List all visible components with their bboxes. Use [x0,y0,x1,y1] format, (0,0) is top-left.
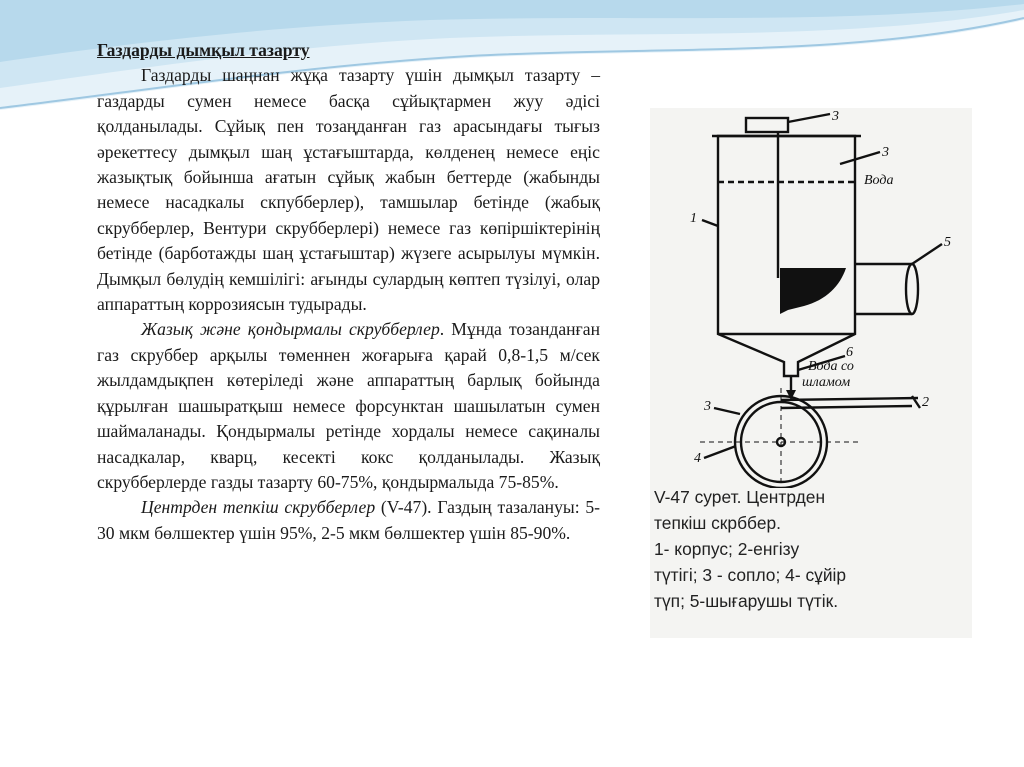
paragraph-3-text: (V-47). Газдың тазалануы: 5-30 мкм бөлшектер үшін 95%, 2-5 мкм бөлшектер үшін 85-90%. [97,497,600,543]
label-4: 4 [694,451,701,466]
leader-3-mid [840,152,880,164]
paragraph-1: Газдарды шаңнан жұқа тазарту үшін дымқыл тазарту – газдарды сумен немесе басқа сұйықтармен жуу әдісі қолданылады. Сұйық пен тозаңданған газ арасындағы тығыз әрекеттесу дымқыл шаң ұстағыштарда, көлденең немесе еңіс жазықтық бойынша ағатын сұйық жабын беттерде (жабынды немесе насадкалы скпубберлер), тамшылар бетінде (жабық скрубберлер, Вентури скрубберлері) немесе газ көпіршіктерінің бетінде (барботажды шаң ұстағыштар) жүзеге асырылуы мүмкін. Дымқыл бөлудің кемшілігі: ағынды сулардың көптеп түзілуі, олар аппараттың коррозиясын тудырады. [97,65,600,315]
paragraph-2-term: Жазық және қондырмалы скрубберлер [141,319,440,340]
leader-4-section [704,446,736,458]
label-3-section: 3 [704,399,711,414]
scrubber-diagram [650,108,972,488]
section-heading: Газдарды дымқыл тазарту [97,40,310,60]
paragraph-3 [97,495,600,546]
caption-line-5: түп; 5-шығарушы түтік. [654,591,839,611]
caption-line-4: түтігі; 3 - сопло; 4- сұйір [654,565,847,585]
inlet-pipe-end [906,264,918,314]
caption-line-2: тепкіш скрббер. [654,513,781,533]
label-water: Вода [864,173,894,188]
leader-5 [912,244,942,264]
label-water-out-1: Вода со [808,359,854,374]
top-nozzle [746,118,788,132]
swirl-insert [780,268,846,314]
leader-3-top [788,114,830,122]
paragraph-2 [97,317,600,495]
scrubber-body [718,136,855,376]
paragraph-3-term: Центрден тепкіш скрубберлер [141,497,376,518]
text-column [97,38,600,546]
inlet-pipe [855,264,912,314]
label-1: 1 [690,211,697,226]
label-3-mid: 3 [882,145,889,160]
label-3-top: 3 [832,109,839,124]
label-water-out-2: шламом [802,375,851,390]
paragraph-2-text: . Мұнда тозанданған газ скруббер арқылы төменнен жоғарыға қарай 0,8-1,5 м/сек жылдамдықпен көтеріледі және аппараттың барлық бойында құрылған шашыратқыш немесе форсунктан шашылатын сумен шаймаланады. Қондырмалы ретінде хордалы немесе сақиналы насадкалар, кварц, кесекті кокс қолданылады. Жазық скрубберлерде газды тазарту 60-75%, қондырмалыда 75-85%. [97,319,600,492]
label-2: 2 [922,395,929,410]
label-6: 6 [846,345,853,360]
leader-3-section [714,408,740,414]
caption-line-1: V-47 сурет. Центрден [654,487,826,507]
leader-1 [702,220,718,226]
caption-line-3: 1- корпус; 2-енгізу [654,539,800,559]
label-5: 5 [944,235,951,250]
figure-caption [654,484,966,614]
